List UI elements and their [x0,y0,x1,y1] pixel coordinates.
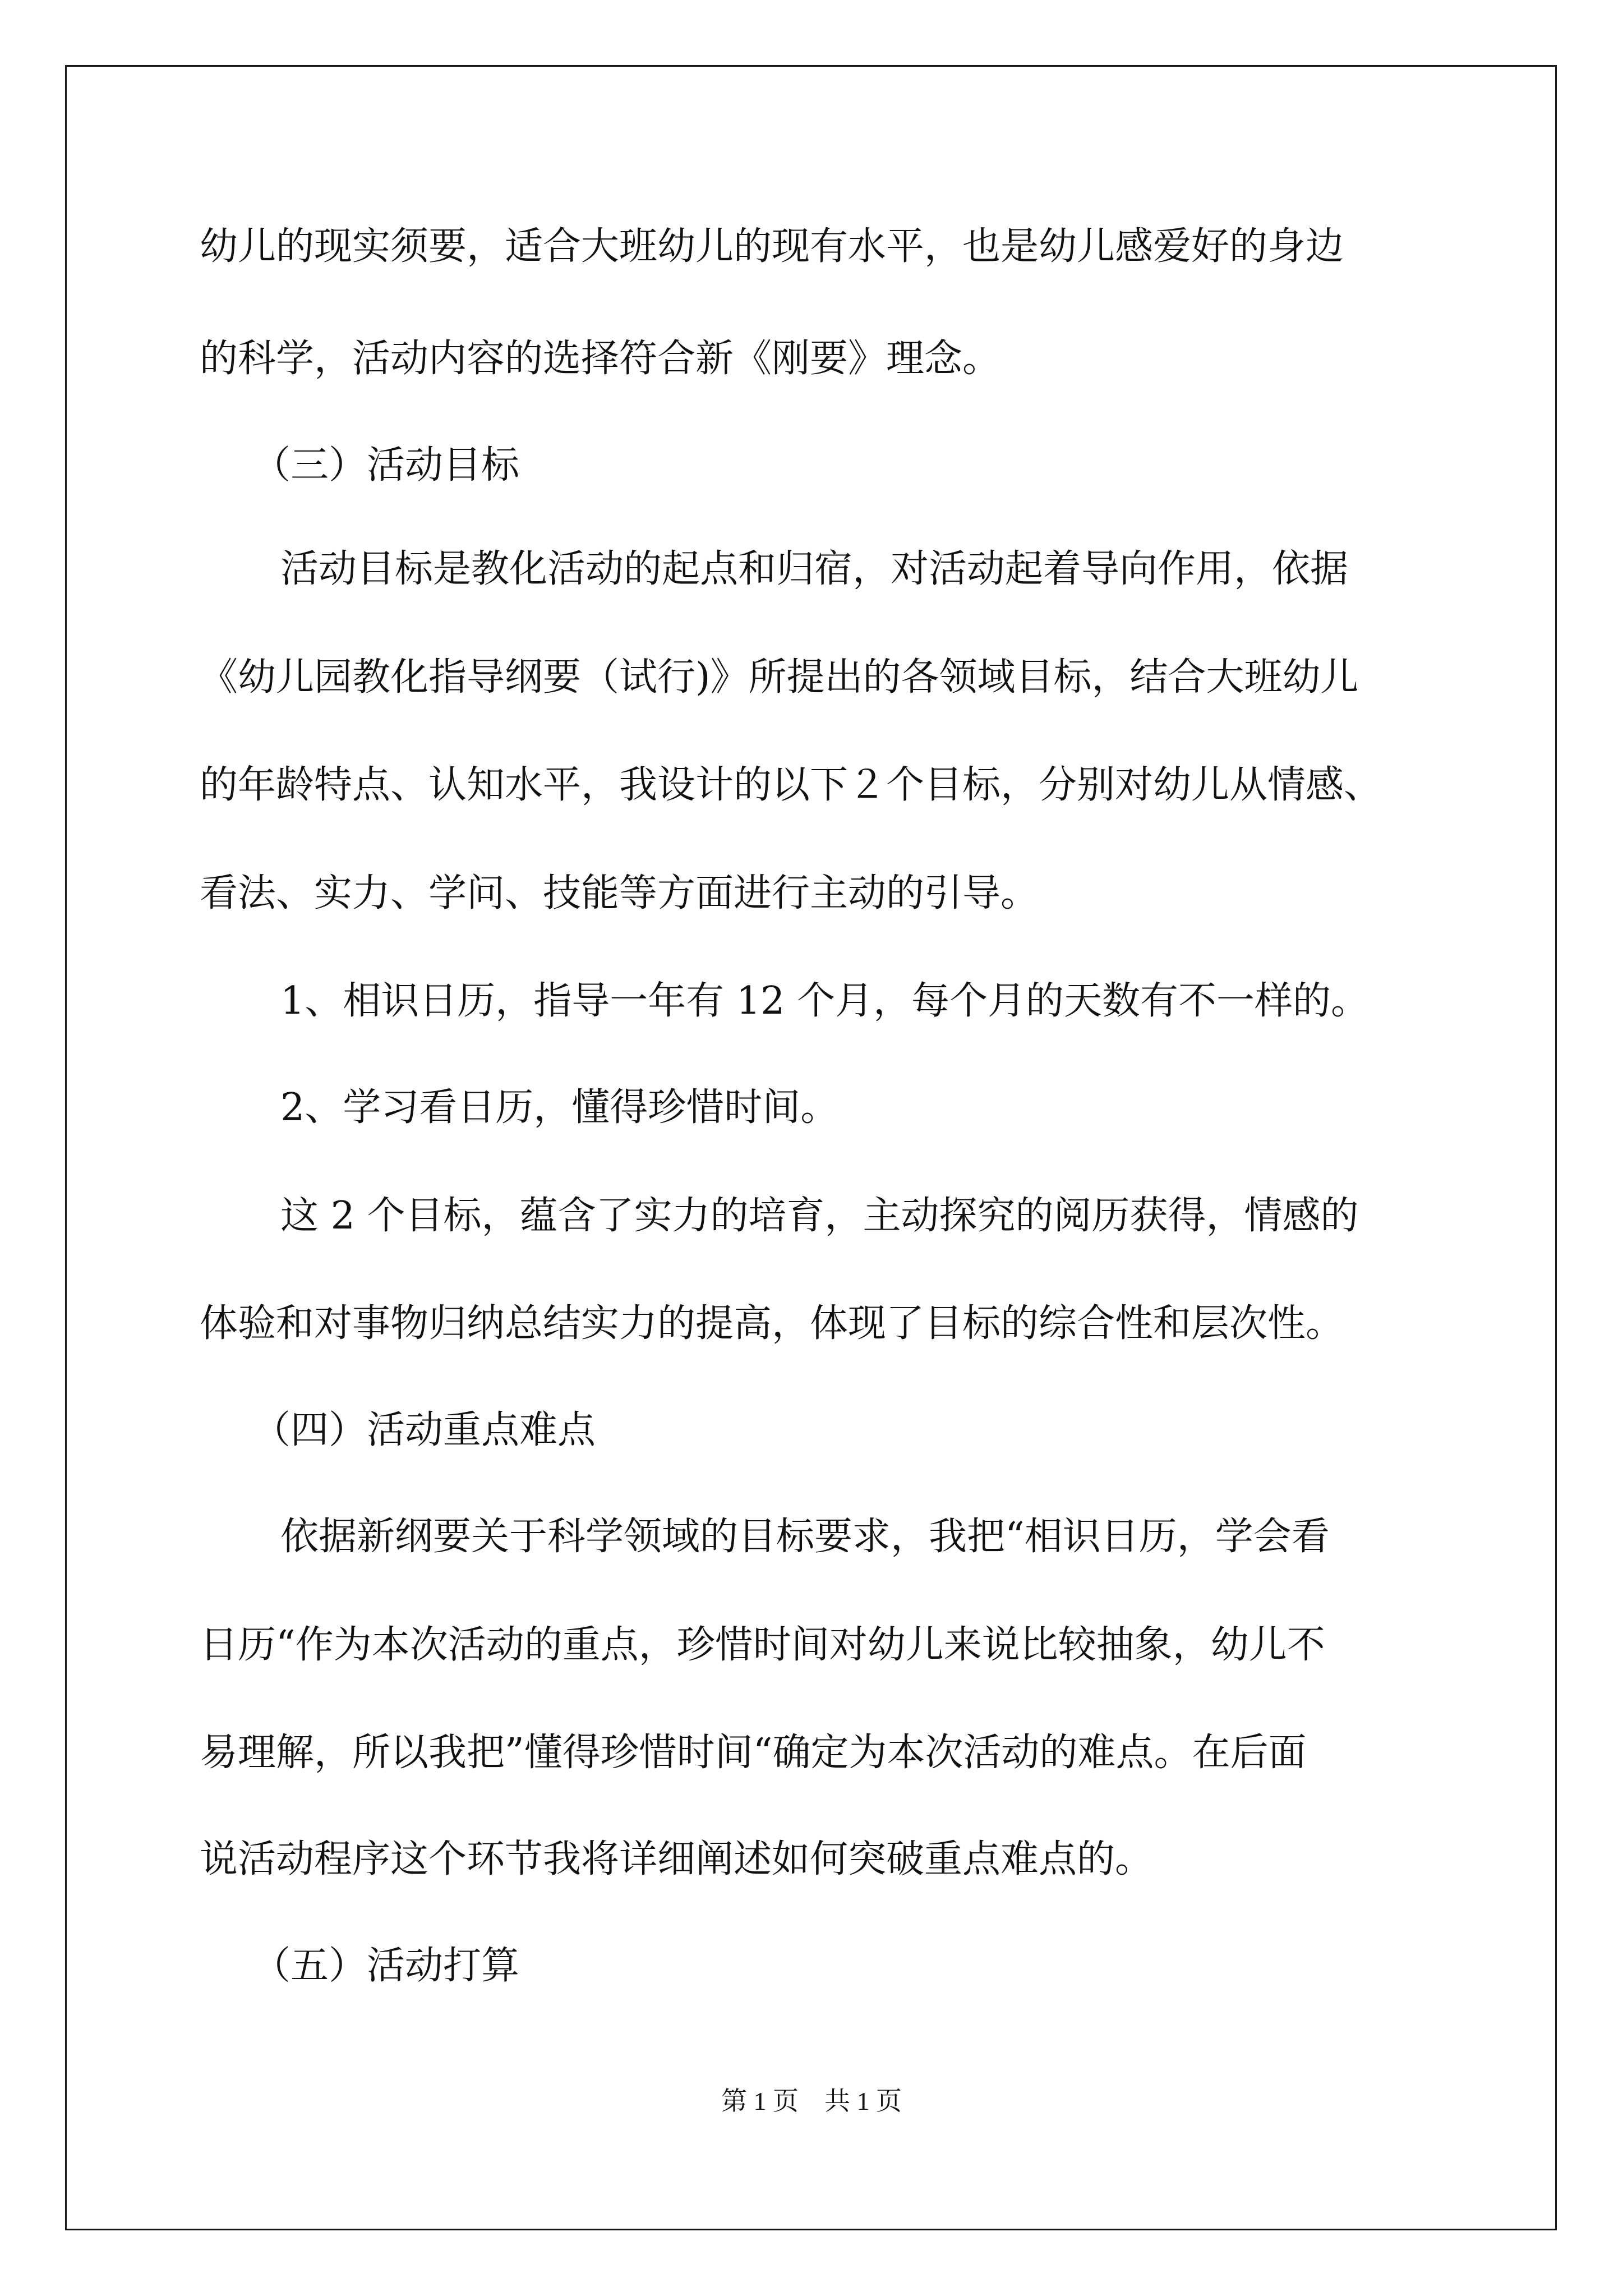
body-text-line: 这 2 个目标，蕴含了实力的培育，主动探究的阅历获得，情感的 [280,1194,1359,1238]
body-text-line: 的年龄特点、认知水平，我设计的以下２个目标，分别对幼儿从情感、 [200,763,1382,807]
body-text-line: 依据新纲要关于科学领域的目标要求，我把“相识日历，学会看 [280,1515,1330,1559]
section-heading: （四）活动重点难点 [252,1408,596,1452]
section-heading: （五）活动打算 [252,1944,520,1988]
list-item: 1、相识日历，指导一年有 12 个月，每个月的天数有不一样的。 [280,979,1370,1023]
body-text-line: 《幼儿园教化指导纲要（试行)》所提出的各领域目标，结合大班幼儿 [200,655,1359,700]
body-text-line: 活动目标是教化活动的起点和归宿，对活动起着导向作用，依据 [280,547,1349,591]
body-text-line: 看法、实力、学问、技能等方面进行主动的引导。 [200,871,1039,915]
section-heading: （三）活动目标 [252,443,520,487]
body-text-line: 说活动程序这个环节我将详细阐述如何突破重点难点的。 [200,1837,1154,1881]
body-text-line: 幼儿的现实须要，适合大班幼儿的现有水平，也是幼儿感爱好的身边 [200,224,1344,269]
body-text-line: 的科学，活动内容的选择符合新《刚要》理念。 [200,337,1001,381]
body-text-line: 易理解，所以我把”懂得珍惜时间“确定为本次活动的难点。在后面 [200,1731,1307,1775]
list-item: 2、学习看日历，懂得珍惜时间。 [280,1085,839,1130]
page-border [65,65,1557,2230]
page-number: 第 1 页 共 1 页 [721,2087,902,2115]
body-text-line: 体验和对事物归纳总结实力的提高，体现了目标的综合性和层次性。 [200,1301,1344,1346]
body-text-line: 日历“作为本次活动的重点，珍惜时间对幼儿来说比较抽象，幼儿不 [200,1623,1325,1667]
